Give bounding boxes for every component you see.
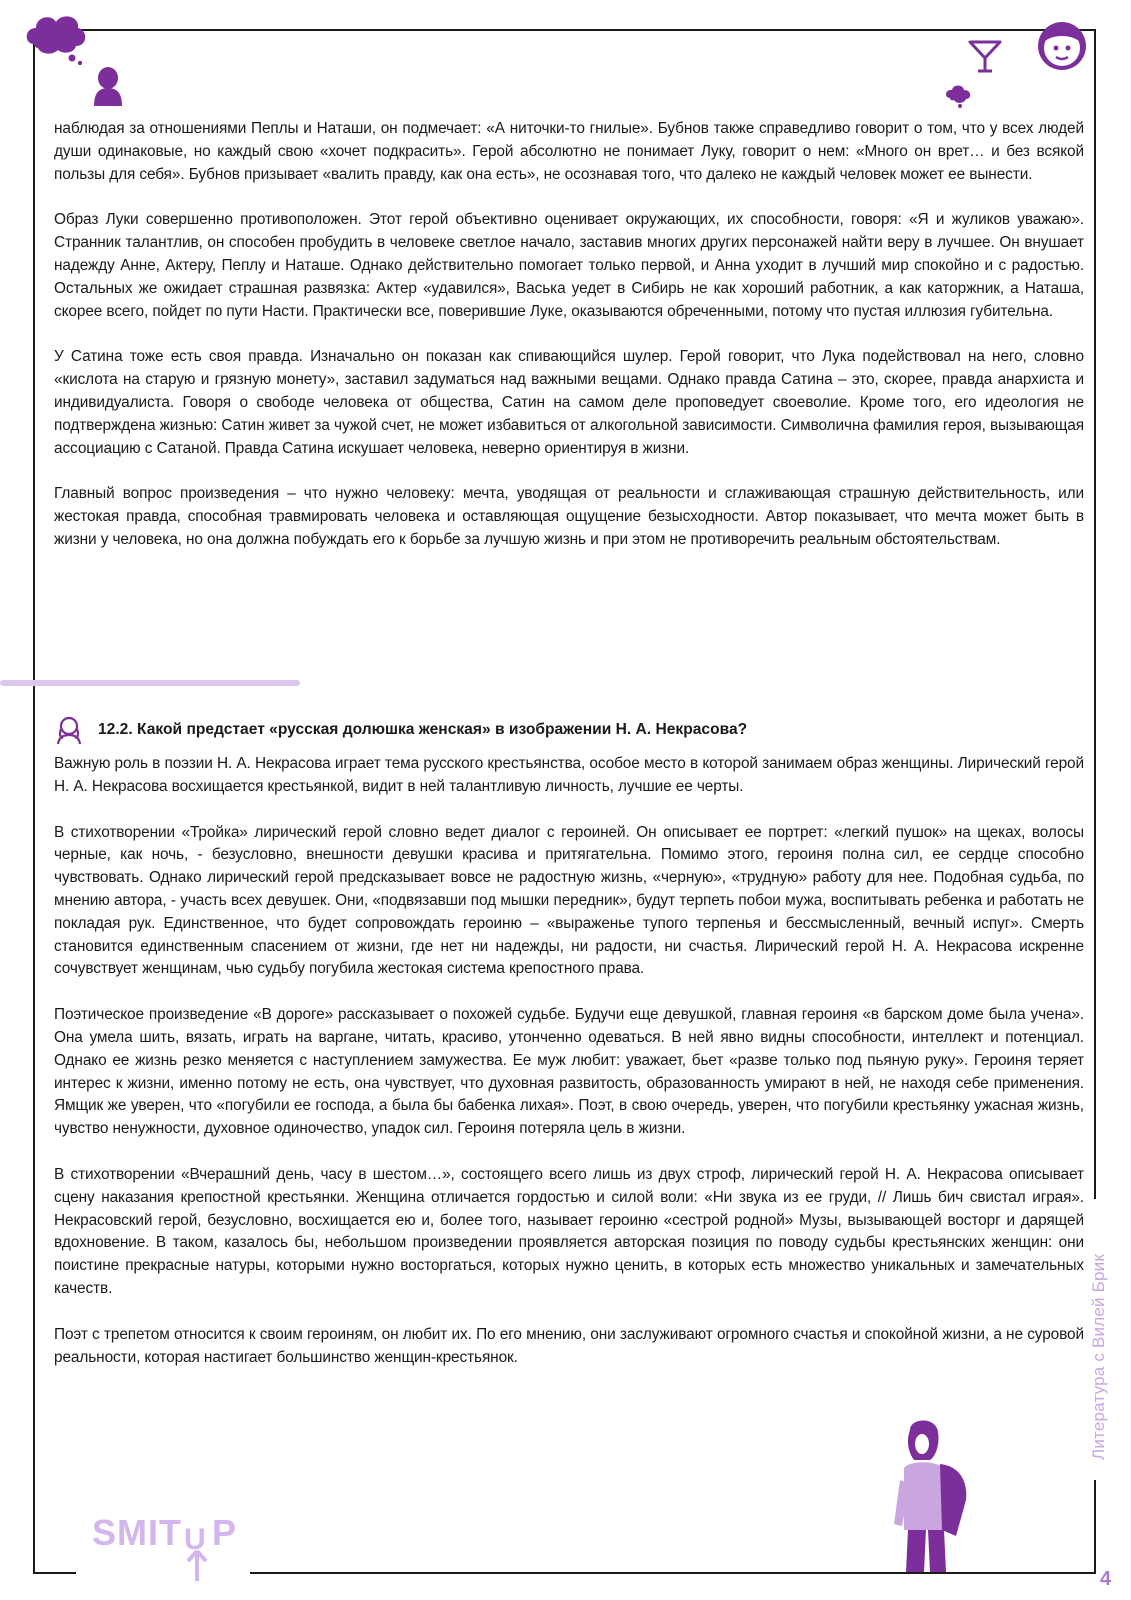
logo-text-right: P	[212, 1512, 238, 1553]
side-caption: Литература с Вилей Брик	[1089, 1254, 1108, 1460]
logo-text-left: SMIT	[92, 1512, 182, 1553]
paragraph: Поэтическое произведение «В дороге» рассказывает о похожей судьбе. Будучи еще девушкой, главная героиня «в барском доме была учена». Она умела шить, вязать, играть на варгане, читать, красиво, утонченно одеваться. В ней явно видны способности, интеллект и потенциал. Однако ее жизнь резко меняется с наступлением замужества. Ее муж любит: уважает, бьет «разве только под пьяную руку». Героиня теряет интерес к жизни, именно потому не есть, она чувствует, что духовная развитость, образованность умирают в ней, не находя себе применения. Ямщик же уверен, что «погубили ее господа, а была бы бабенка лихая». Поэт, в свою очередь, уверен, что погубили крестьянку ужасная жизнь, чувство ненужности, духовное одиночество, упадок сил. Героиня потеряла цель в жизни.	[54, 1006, 1084, 1138]
section-heading-row	[54, 715, 1084, 745]
student-illustration	[884, 1420, 984, 1574]
section-12-2	[54, 715, 1084, 1392]
girl-face-icon	[1030, 12, 1094, 76]
intro-text	[54, 118, 1084, 575]
page-frame-right-lower	[1094, 1480, 1096, 1574]
woman-silhouette-icon	[90, 66, 126, 106]
paragraph: Образ Луки совершенно противоположен. Этот герой объективно оценивает окружающих, их способности, говоря: «Я и жуликов уважаю». Странник талантлив, он способен пробудить в человеке светлое начало, заставив многих других персонажей найти веру в лучшее. Он внушает надежду Анне, Актеру, Пеплу и Наташе. Однако действительно помогает только первой, и Анна уходит в лучший мир спокойно и с радостью. Остальных же ожидает страшная развязка: Актер «удавился», Васька уедет в Сибирь не как хороший работник, а как каторжник, а Наташа, скорее всего, пойдет по пути Насти. Практически все, поверившие Луке, оказываются обреченными, потому что пустая иллюзия губительна.	[54, 211, 1084, 320]
smitup-logo: SMIT U P	[92, 1512, 237, 1554]
thought-cloud-icon	[22, 8, 92, 68]
page-frame-left	[33, 29, 35, 1574]
section-divider	[0, 680, 300, 686]
page-frame-top	[33, 29, 1095, 31]
cocktail-glass-icon	[966, 36, 1004, 76]
paragraph: Важную роль в поэзии Н. А. Некрасова играет тема русского крестьянства, особое место в которой занимаем образ женщины. Лирический герой Н. А. Некрасова восхищается крестьянкой, видит в ней талантливую личность, лучшие ее черты.	[54, 755, 1084, 795]
paragraph: У Сатина тоже есть своя правда. Изначально он показан как спивающийся шулер. Герой говорит, что Лука подействовал на него, словно «кислота на старую и грязную монету», заставил задуматься над важными вещами. Однако правда Сатина – это, скорее, правда анархиста и индивидуалиста. Говоря о свободе человека от общества, Сатин на самом деле проповедует своеволие. Кроме того, его идеология не подтверждена жизнью: Сатин живет за чужой счет, не может избавиться от алкогольной зависимости. Символична фамилия героя, вызывающая ассоциацию с Сатаной. Правда Сатина искушает человека, неверно ориентируя в жизни.	[54, 348, 1084, 457]
paragraph: В стихотворении «Тройка» лирический герой словно ведет диалог с героиней. Он описывает ее портрет: «легкий пушок» на щеках, волосы черные, как ночь, - безусловно, внешности девушки красива и притягательна. Помимо этого, героиня полна сил, ее сердце способно чувствовать. Однако лирический герой предсказывает вовсе не радостную жизнь, «черную», «трудную» работу для нее. Подобная судьба, по мнению автора, - участь всех девушек. Они, «подвязавши под мышки передник», будут терпеть побои мужа, воспитывать ребенка и работать не покладая рук. Единственное, что будет сопровождать героиню – «выраженье тупого терпенья и бессмысленный, вечный испуг». Смерть становится единственным спасением от жизни, где нет ни надежды, ни радости, ни счастья. Лирический герой Н. А. Некрасова искренне сочувствует женщинам, чью судьбу погубила жестокая система крепостного права.	[54, 823, 1084, 978]
paragraph: Поэт с трепетом относится к своим героиням, он любит их. По его мнению, они заслуживают огромного счастья и спокойной жизни, а не суровой реальности, которая настигает большинство женщин-крестьянок.	[54, 1325, 1084, 1366]
page-frame-right	[1094, 29, 1096, 1199]
section-heading: 12.2. Какой предстает «русская долюшка женская» в изображении Н. А. Некрасова?	[98, 721, 748, 738]
small-cloud-icon	[944, 82, 974, 110]
paragraph: наблюдая за отношениями Пеплы и Наташи, он подмечает: «А ниточки-то гнилые». Бубнов также справедливо говорит о том, что у всех людей души одинаковые, но каждый свою «хочет подкрасить». Герой абсолютно не понимает Луку, говорит о нем: «Много он врет… и без всякой пользы для себя». Бубнов призывает «валить правду, как она есть», не осознавая того, что далеко не каждый человек может ее вынести.	[54, 120, 1084, 183]
page-number: 4	[1100, 1568, 1112, 1590]
page-frame-bottom-left	[33, 1572, 76, 1574]
woman-avatar-icon	[54, 715, 84, 745]
paragraph: Главный вопрос произведения – что нужно человеку: мечта, уводящая от реальности и сглаживающая страшную действительность, или жестокая правда, способная травмировать человека и оставляющая ощущение безысходности. Автор показывает, что мечта может быть в жизни у человека, но она должна побуждать его к борьбе за лучшую жизнь и при этом не противоречить реальным обстоятельствам.	[54, 485, 1084, 548]
paragraph: В стихотворении «Вчерашний день, часу в шестом…», состоящего всего лишь из двух строф, лирический герой Н. А. Некрасова описывает сцену наказания крепостной крестьянки. Женщина отличается гордостью и силой воли: «Ни звука из ее груди, // Лишь бич свистал играя». Некрасовский герой, безусловно, восхищается ею и, более того, называет героиню «сестрой родной» Музы, вызывающей восторг и дарящей вдохновение. В таком, казалось бы, небольшом произведении проявляется авторская позиция по поводу судьбы крестьянских женщин: они поистине прекрасные натуры, которыми нужно восторгаться, которых нужно ценить, в которых есть множество уникальных и замечательных качеств.	[54, 1165, 1084, 1297]
